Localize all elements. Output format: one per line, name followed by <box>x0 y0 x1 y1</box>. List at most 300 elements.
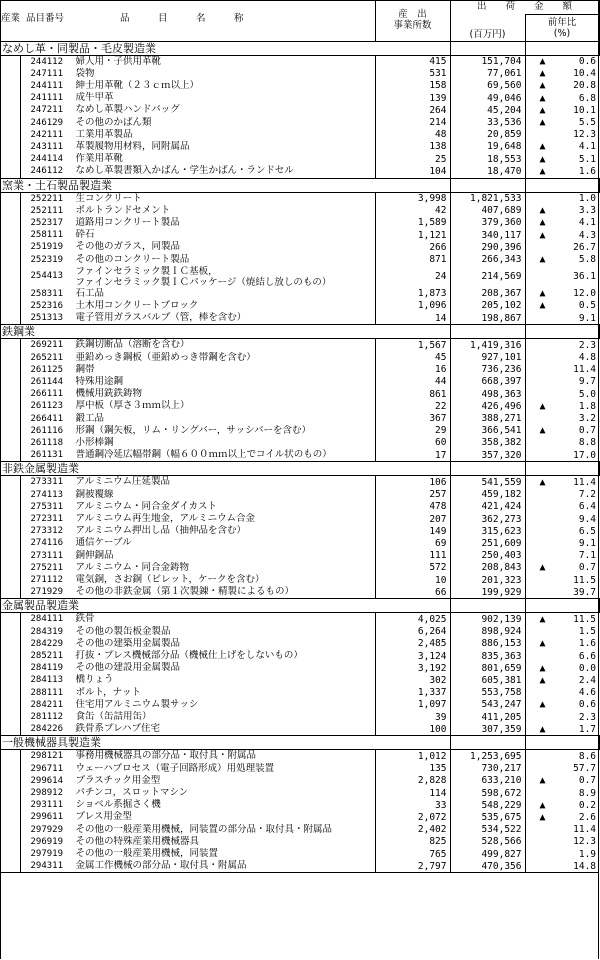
change-cell <box>525 662 599 674</box>
shipments-value: 69,560 <box>450 80 525 92</box>
row-item <box>20 376 375 388</box>
shipments-value: 201,323 <box>450 574 525 586</box>
change-value: 0.5 <box>578 300 597 312</box>
establishments-value: 1,873 <box>375 288 450 300</box>
row-item <box>20 266 375 288</box>
section-header-row <box>0 736 599 750</box>
establishments-value: 6,264 <box>375 626 450 638</box>
establishments-value: 1,096 <box>375 300 450 312</box>
change-cell <box>525 192 599 205</box>
change-cell <box>525 811 599 823</box>
section-blank-estab <box>375 736 450 750</box>
establishments-value: 3,192 <box>375 662 450 674</box>
row-item <box>20 501 375 513</box>
establishments-value: 33 <box>375 799 450 811</box>
item-name-line1: その他のコンクリート製品 <box>75 253 190 265</box>
change-value: 1.5 <box>578 626 597 638</box>
item-name-line1: 土木用コンクリートブロック <box>75 299 199 311</box>
row-item <box>20 153 375 165</box>
row-item <box>20 711 375 723</box>
item-code: 261123 <box>30 401 64 412</box>
change-cell <box>525 92 599 104</box>
item-name <box>76 80 200 91</box>
change-cell <box>525 638 599 650</box>
change-cell <box>525 687 599 699</box>
change-value: 8.8 <box>578 437 597 449</box>
item-name-line1: 電子管用ガラスバルブ（管，棒を含む） <box>75 312 247 324</box>
row-indent <box>0 836 20 848</box>
item-name-line1: その他の製缶板金製品 <box>75 625 171 637</box>
item-code: 294311 <box>30 861 64 872</box>
shipments-value: 886,153 <box>450 638 525 650</box>
item-name <box>76 687 141 698</box>
row-item <box>20 489 375 501</box>
shipments-value: 1,419,316 <box>450 339 525 352</box>
item-name-line1: 電気銅，さお銅（ビレット，ケークを含む） <box>75 574 265 586</box>
establishments-value: 4,025 <box>375 613 450 626</box>
table-row <box>0 92 599 104</box>
table-row <box>0 80 599 92</box>
change-cell <box>525 848 599 860</box>
shipments-value: 340,117 <box>450 229 525 241</box>
item-name-line2: ファインセラミック製ＩＣパッケージ（焼結し放しのもの） <box>75 276 332 288</box>
section-blank-change <box>525 599 599 613</box>
table-row <box>0 217 599 229</box>
section-header-row <box>0 325 599 339</box>
change-value: 10.1 <box>573 104 597 116</box>
item-code: 272311 <box>30 514 64 524</box>
item-code: 284119 <box>30 663 64 674</box>
shipments-value: 605,381 <box>450 674 525 686</box>
row-indent <box>0 763 20 775</box>
change-cell <box>525 723 599 736</box>
change-cell <box>525 476 599 489</box>
item-code: 246129 <box>30 117 64 128</box>
table-row <box>0 352 599 364</box>
section-blank-change <box>525 462 599 476</box>
change-value: 0.7 <box>578 425 597 437</box>
establishments-value: 1,097 <box>375 699 450 711</box>
row-item <box>20 229 375 241</box>
row-item <box>20 687 375 699</box>
change-value: 8.6 <box>578 750 597 762</box>
item-name-line1: 鍛工品 <box>75 412 105 424</box>
establishments-value: 22 <box>375 400 450 412</box>
table-row <box>0 437 599 449</box>
table-row <box>0 476 599 489</box>
header-establishments-label: 事業所数 <box>393 20 432 32</box>
table-row <box>0 537 599 549</box>
item-code: 252211 <box>30 193 64 204</box>
item-name <box>76 650 303 661</box>
section-blank-ship <box>450 178 525 192</box>
item-code: 298912 <box>30 788 64 799</box>
row-item <box>20 288 375 300</box>
row-item <box>20 848 375 860</box>
change-cell <box>525 339 599 352</box>
change-cell <box>525 364 599 376</box>
change-value: 0.6 <box>578 56 597 67</box>
item-name-line1: 亜鉛めっき鋼板（亜鉛めっき帯鋼を含む） <box>75 351 256 363</box>
item-code: 273111 <box>30 550 64 561</box>
item-code: 269211 <box>30 340 64 351</box>
row-item <box>20 476 375 489</box>
row-item <box>20 104 375 116</box>
change-cell <box>525 288 599 300</box>
change-value: 4.6 <box>578 687 597 699</box>
change-cell <box>525 153 599 165</box>
row-indent <box>0 650 20 662</box>
item-name <box>76 787 189 798</box>
row-indent <box>0 699 20 711</box>
item-name-line1: 食缶（缶詰用缶） <box>75 711 152 723</box>
row-indent <box>0 787 20 799</box>
row-indent <box>0 117 20 129</box>
item-name <box>76 711 152 722</box>
row-indent <box>0 537 20 549</box>
header-change-label: 前年比 <box>547 16 577 28</box>
change-cell <box>525 513 599 525</box>
row-indent <box>0 687 20 699</box>
section-name: なめし革・同製品・毛皮製造業 <box>0 41 375 55</box>
row-indent <box>0 775 20 787</box>
table-row <box>0 192 599 205</box>
establishments-value: 66 <box>375 586 450 599</box>
establishments-value: 214 <box>375 117 450 129</box>
change-cell <box>525 449 599 462</box>
item-code: 284319 <box>30 626 64 637</box>
item-name-line1: 特殊用途鋼 <box>75 375 124 387</box>
decrease-marker-icon: ▲ <box>539 811 546 823</box>
section-blank-ship <box>450 41 525 55</box>
row-indent <box>0 550 20 562</box>
item-code: 281112 <box>30 712 64 723</box>
table-row <box>0 254 599 266</box>
item-name <box>76 550 114 561</box>
shipments-value: 19,648 <box>450 141 525 153</box>
shipments-value: 801,659 <box>450 662 525 674</box>
change-cell <box>525 674 599 686</box>
decrease-marker-icon: ▲ <box>539 613 546 625</box>
item-name <box>76 613 95 624</box>
item-code: 284226 <box>30 724 64 735</box>
change-value: 5.0 <box>578 388 597 400</box>
row-indent <box>0 674 20 686</box>
row-indent <box>0 400 20 412</box>
row-indent <box>0 848 20 860</box>
table-body <box>0 41 599 873</box>
table-row <box>0 241 599 253</box>
change-value: 4.3 <box>578 229 597 241</box>
item-name <box>76 489 114 500</box>
shipments-value: 835,363 <box>450 650 525 662</box>
change-cell <box>525 55 599 68</box>
change-value: 9.1 <box>578 312 597 324</box>
table-row <box>0 763 599 775</box>
establishments-value: 871 <box>375 254 450 266</box>
item-name-line1: その他の非鉄金属（第１次製錬・精製によるもの） <box>75 586 295 598</box>
item-code: 285211 <box>30 651 64 662</box>
table-row <box>0 229 599 241</box>
table-row <box>0 376 599 388</box>
decrease-marker-icon: ▲ <box>539 104 546 116</box>
item-name-line1: 作業用革靴 <box>75 153 124 165</box>
establishments-value: 266 <box>375 241 450 253</box>
table-row <box>0 501 599 513</box>
item-name-line1: 銅伸銅品 <box>75 549 114 561</box>
change-cell <box>525 860 599 873</box>
change-cell <box>525 217 599 229</box>
item-code: 293111 <box>30 800 64 811</box>
shipments-value: 205,102 <box>450 300 525 312</box>
establishments-value: 1,012 <box>375 750 450 763</box>
shipments-value: 411,205 <box>450 711 525 723</box>
establishments-value: 2,072 <box>375 811 450 823</box>
header-code: 品目番号 <box>26 13 65 24</box>
row-item <box>20 525 375 537</box>
item-name <box>76 836 200 847</box>
item-name <box>76 860 247 871</box>
item-code: 252111 <box>30 205 64 216</box>
establishments-value: 302 <box>375 674 450 686</box>
decrease-marker-icon: ▲ <box>539 674 546 686</box>
change-value: 2.6 <box>578 811 597 823</box>
shipments-value: 307,359 <box>450 723 525 736</box>
section-blank-ship <box>450 599 525 613</box>
row-item <box>20 449 375 462</box>
change-cell <box>525 141 599 153</box>
section-name: 窯業・土石製品製造業 <box>0 178 375 192</box>
table-row <box>0 489 599 501</box>
change-cell <box>525 80 599 92</box>
table-row <box>0 824 599 836</box>
change-value: 6.6 <box>578 650 597 662</box>
row-item <box>20 129 375 141</box>
row-indent <box>0 229 20 241</box>
item-name <box>76 449 332 460</box>
table-row <box>0 413 599 425</box>
establishments-value: 17 <box>375 449 450 462</box>
shipments-value: 898,924 <box>450 626 525 638</box>
row-item <box>20 763 375 775</box>
decrease-marker-icon: ▲ <box>539 205 546 217</box>
establishments-value: 100 <box>375 723 450 736</box>
establishments-value: 1,337 <box>375 687 450 699</box>
item-code: 296711 <box>30 763 64 774</box>
row-indent <box>0 129 20 141</box>
shipments-value: 927,101 <box>450 352 525 364</box>
change-cell <box>525 824 599 836</box>
establishments-value: 60 <box>375 437 450 449</box>
item-code: 266111 <box>30 389 64 400</box>
establishments-value: 825 <box>375 836 450 848</box>
decrease-marker-icon: ▲ <box>539 229 546 241</box>
item-name-line1: アルミニウム圧延製品 <box>75 476 171 488</box>
item-name-line1: 銅被覆線 <box>75 488 114 500</box>
row-item <box>20 364 375 376</box>
shipments-value: 251,609 <box>450 537 525 549</box>
table-row <box>0 860 599 873</box>
row-indent <box>0 799 20 811</box>
shipments-value: 459,182 <box>450 489 525 501</box>
item-name-line1: 砕石 <box>75 229 95 241</box>
shipments-value: 426,496 <box>450 400 525 412</box>
row-indent <box>0 489 20 501</box>
change-value: 7.1 <box>578 550 597 562</box>
header-establishments <box>375 0 450 41</box>
shipments-value: 1,253,695 <box>450 750 525 763</box>
item-code: 261118 <box>30 437 64 448</box>
shipments-value: 45,204 <box>450 104 525 116</box>
item-code: 284211 <box>30 699 64 710</box>
decrease-marker-icon: ▲ <box>539 217 546 229</box>
establishments-value: 114 <box>375 787 450 799</box>
change-cell <box>525 699 599 711</box>
shipments-value: 534,522 <box>450 824 525 836</box>
row-item <box>20 638 375 650</box>
item-name-line1: ウェーハプロセス（電子回路形成）用処理装置 <box>75 762 275 774</box>
item-code: 251919 <box>30 242 64 253</box>
row-item <box>20 626 375 638</box>
decrease-marker-icon: ▲ <box>539 638 546 650</box>
row-indent <box>0 364 20 376</box>
item-code: 241111 <box>30 93 64 104</box>
change-cell <box>525 489 599 501</box>
change-cell <box>525 300 599 312</box>
row-indent <box>0 824 20 836</box>
establishments-value: 1,589 <box>375 217 450 229</box>
item-name <box>76 674 114 685</box>
row-indent <box>0 254 20 266</box>
establishments-value: 106 <box>375 476 450 489</box>
item-name <box>76 562 190 573</box>
change-cell <box>525 550 599 562</box>
change-value: 11.5 <box>573 574 597 586</box>
shipments-value: 902,139 <box>450 613 525 626</box>
change-value: 14.8 <box>573 860 597 872</box>
decrease-marker-icon: ▲ <box>539 117 546 129</box>
item-name <box>76 129 133 140</box>
row-indent <box>0 153 20 165</box>
table-row <box>0 613 599 626</box>
change-value: 3.2 <box>578 413 597 425</box>
row-item <box>20 388 375 400</box>
decrease-marker-icon: ▲ <box>539 92 546 104</box>
row-indent <box>0 339 20 352</box>
item-code: 284113 <box>30 675 64 686</box>
item-name-line1: ファインセラミック製ＩＣ基板， <box>75 265 218 277</box>
establishments-value: 139 <box>375 92 450 104</box>
table-row <box>0 153 599 165</box>
establishments-value: 765 <box>375 848 450 860</box>
change-cell <box>525 562 599 574</box>
change-value: 3.3 <box>578 205 597 217</box>
decrease-marker-icon: ▲ <box>539 476 546 488</box>
row-item <box>20 860 375 873</box>
row-item <box>20 537 375 549</box>
establishments-value: 149 <box>375 525 450 537</box>
item-name-line1: 紳士用革靴（２３ｃｍ以上） <box>75 79 200 91</box>
decrease-marker-icon: ▲ <box>539 662 546 674</box>
decrease-marker-icon: ▲ <box>539 799 546 811</box>
decrease-marker-icon: ▲ <box>539 141 546 153</box>
item-code: 261144 <box>30 376 64 387</box>
decrease-marker-icon: ▲ <box>539 723 546 735</box>
row-item <box>20 787 375 799</box>
row-indent <box>0 711 20 723</box>
shipments-value: 528,566 <box>450 836 525 848</box>
item-code: 284229 <box>30 638 64 649</box>
change-value: 5.8 <box>578 254 597 266</box>
establishments-value: 48 <box>375 129 450 141</box>
row-indent <box>0 192 20 205</box>
change-value: 11.4 <box>573 364 597 376</box>
change-cell <box>525 626 599 638</box>
shipments-value: 33,536 <box>450 117 525 129</box>
change-cell <box>525 266 599 288</box>
section-blank-estab <box>375 178 450 192</box>
item-name-line1: 道路用コンクリート製品 <box>75 216 180 228</box>
establishments-value: 478 <box>375 501 450 513</box>
establishments-value: 24 <box>375 266 450 288</box>
row-item <box>20 300 375 312</box>
item-code: 297929 <box>30 824 64 835</box>
establishments-value: 2,797 <box>375 860 450 873</box>
header-establishments-top: 産 出 <box>398 9 427 21</box>
row-indent <box>0 750 20 763</box>
item-code: 252317 <box>30 217 64 228</box>
establishments-value: 531 <box>375 68 450 80</box>
row-item <box>20 723 375 736</box>
change-cell <box>525 117 599 129</box>
item-name-line1: アルミニウム再生地金，アルミニウム合金 <box>75 513 256 524</box>
item-name <box>76 799 161 810</box>
change-cell <box>525 525 599 537</box>
row-item <box>20 312 375 325</box>
shipments-value: 730,217 <box>450 763 525 775</box>
change-cell <box>525 650 599 662</box>
row-indent <box>0 501 20 513</box>
row-indent <box>0 352 20 364</box>
table-row <box>0 129 599 141</box>
change-value: 9.4 <box>578 513 597 525</box>
section-blank-change <box>525 178 599 192</box>
item-name-line1: ポルトランドセメント <box>75 204 171 216</box>
decrease-marker-icon: ▲ <box>539 254 546 266</box>
item-code: 265211 <box>30 352 64 363</box>
item-code: 244111 <box>30 80 64 91</box>
header-industry: 産業 <box>1 13 21 24</box>
shipments-value: 290,396 <box>450 241 525 253</box>
item-name-line1: 事務用機械器具の部分品・取付具・附属品 <box>75 750 257 762</box>
establishments-value: 42 <box>375 205 450 217</box>
change-value: 5.5 <box>578 117 597 129</box>
establishments-value: 69 <box>375 537 450 549</box>
change-cell <box>525 836 599 848</box>
shipments-value: 388,271 <box>450 413 525 425</box>
table-row <box>0 650 599 662</box>
table-row <box>0 687 599 699</box>
header-name: 品 目 名 称 <box>120 13 244 24</box>
change-value: 2.3 <box>578 339 597 351</box>
item-name <box>76 241 181 252</box>
item-name <box>76 476 171 487</box>
change-value: 39.7 <box>573 586 597 598</box>
establishments-value: 3,124 <box>375 650 450 662</box>
item-code: 246112 <box>30 166 64 177</box>
item-name <box>76 266 332 288</box>
establishments-value: 135 <box>375 763 450 775</box>
